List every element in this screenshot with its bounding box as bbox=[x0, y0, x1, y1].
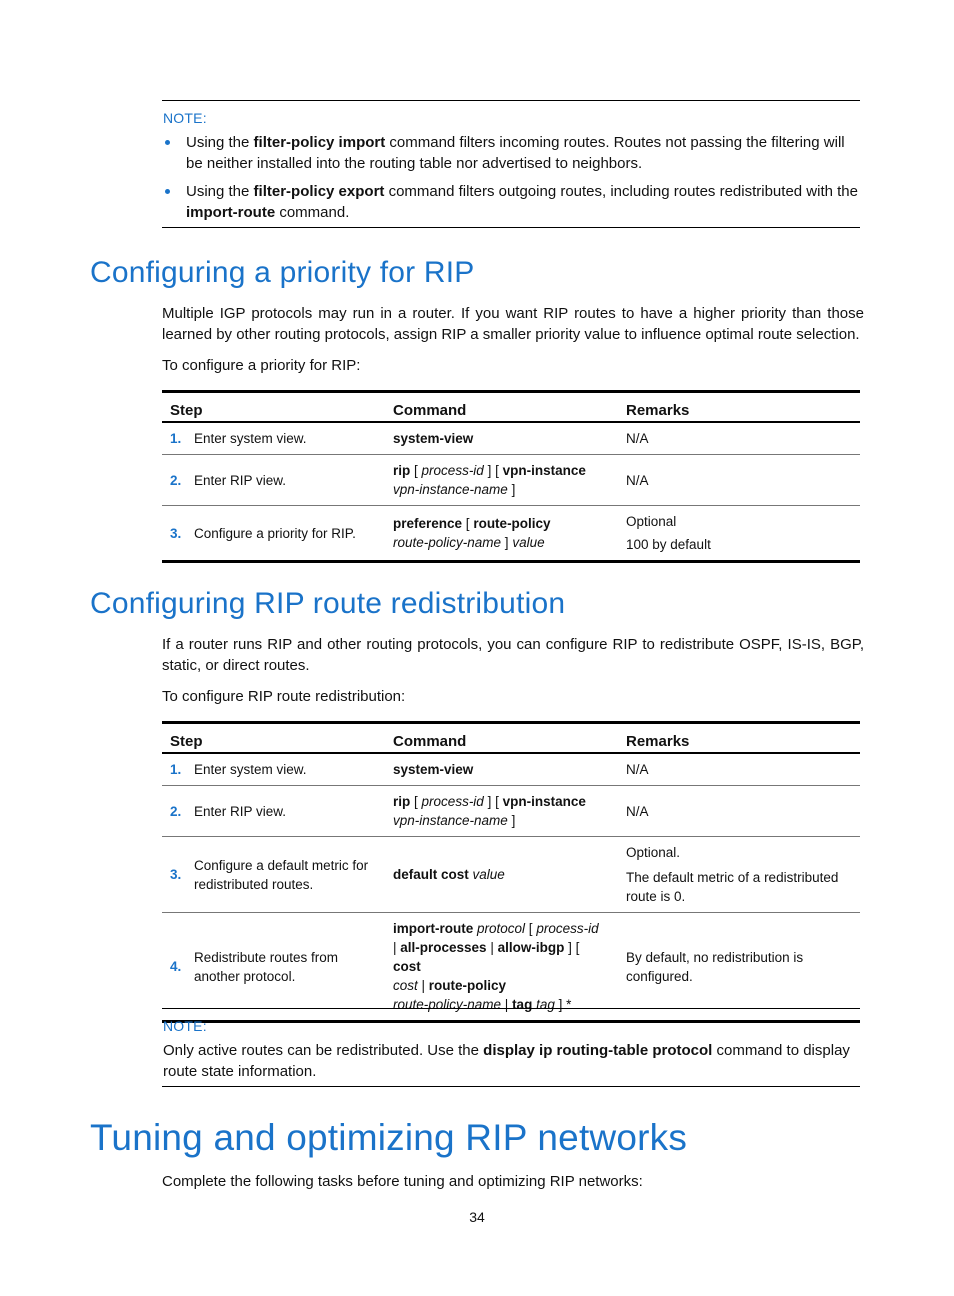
note-label: NOTE: bbox=[163, 110, 207, 126]
table-row bbox=[162, 506, 860, 562]
remarks-text: Optional 100 by default bbox=[618, 506, 860, 562]
section-heading: Configuring a priority for RIP bbox=[90, 256, 475, 289]
table-row bbox=[162, 837, 860, 913]
step-description: Configure a default metric for redistributed routes. bbox=[186, 837, 385, 913]
note-box bbox=[162, 100, 860, 228]
note-list bbox=[162, 132, 860, 223]
step-number: 2. bbox=[162, 455, 186, 506]
table-row bbox=[162, 422, 860, 455]
command-text: system-view bbox=[385, 753, 618, 786]
section-intro: Complete the following tasks before tuning and optimizing RIP networks: bbox=[162, 1173, 643, 1190]
command-text: import-route protocol [ process-id | all-processes | allow-ibgp ] [ cost cost | route-policy route-policy-name | tag tag ] * bbox=[385, 913, 618, 1022]
step-number: 2. bbox=[162, 786, 186, 837]
step-description: Enter system view. bbox=[186, 753, 385, 786]
section-intro: If a router runs RIP and other routing protocols, you can configure RIP to redistribute OSPF, IS-IS, BGP, static, or direct routes. bbox=[162, 636, 864, 674]
command-table bbox=[162, 390, 860, 563]
command-text: preference [ route-policy route-policy-name ] value bbox=[385, 506, 618, 562]
section-heading: Configuring RIP route redistribution bbox=[90, 587, 566, 620]
step-number: 1. bbox=[162, 422, 186, 455]
note-item: Using the filter-policy export command filters outgoing routes, including routes redistributed with the import-route command. bbox=[162, 181, 860, 223]
note-box bbox=[162, 1008, 860, 1087]
command-text: system-view bbox=[385, 422, 618, 455]
command-text: default cost value bbox=[385, 837, 618, 913]
remarks-text: Optional. The default metric of a redistributed route is 0. bbox=[618, 837, 860, 913]
column-header-remarks: Remarks bbox=[618, 723, 860, 754]
remarks-text: By default, no redistribution is configured. bbox=[618, 913, 860, 1022]
command-text: rip [ process-id ] [ vpn-instance vpn-instance-name ] bbox=[385, 786, 618, 837]
step-number: 3. bbox=[162, 837, 186, 913]
page-number: 34 bbox=[469, 1209, 485, 1225]
column-header-step: Step bbox=[162, 392, 385, 423]
remarks-text: N/A bbox=[618, 455, 860, 506]
table-lead: To configure RIP route redistribution: bbox=[162, 688, 406, 705]
section-heading: Tuning and optimizing RIP networks bbox=[90, 1117, 688, 1158]
table-row bbox=[162, 753, 860, 786]
section-intro: Multiple IGP protocols may run in a router. If you want RIP routes to have a higher priority than those learned by other routing protocols, assign RIP a smaller priority value to influence optimal route selection. bbox=[162, 305, 864, 343]
step-description: Enter RIP view. bbox=[186, 455, 385, 506]
remarks-text: N/A bbox=[618, 753, 860, 786]
command-text: rip [ process-id ] [ vpn-instance vpn-instance-name ] bbox=[385, 455, 618, 506]
note-item: Using the filter-policy import command filters incoming routes. Routes not passing the filtering will be neither installed into the routing table nor advertised to neighbors. bbox=[162, 132, 860, 174]
step-description: Configure a priority for RIP. bbox=[186, 506, 385, 562]
column-header-command: Command bbox=[385, 723, 618, 754]
note-label: NOTE: bbox=[163, 1018, 207, 1034]
step-number: 4. bbox=[162, 913, 186, 1022]
note-text: Only active routes can be redistributed. Use the display ip routing-table protocol command to display route state information. bbox=[163, 1042, 850, 1080]
remarks-text: N/A bbox=[618, 786, 860, 837]
remarks-text: N/A bbox=[618, 422, 860, 455]
step-description: Enter RIP view. bbox=[186, 786, 385, 837]
column-header-command: Command bbox=[385, 392, 618, 423]
column-header-step: Step bbox=[162, 723, 385, 754]
table-row bbox=[162, 455, 860, 506]
table-row bbox=[162, 913, 860, 1022]
step-description: Redistribute routes from another protocol. bbox=[186, 913, 385, 1022]
table-row bbox=[162, 786, 860, 837]
step-number: 3. bbox=[162, 506, 186, 562]
step-number: 1. bbox=[162, 753, 186, 786]
column-header-remarks: Remarks bbox=[618, 392, 860, 423]
step-description: Enter system view. bbox=[186, 422, 385, 455]
table-lead: To configure a priority for RIP: bbox=[162, 357, 361, 374]
command-table bbox=[162, 721, 860, 1023]
